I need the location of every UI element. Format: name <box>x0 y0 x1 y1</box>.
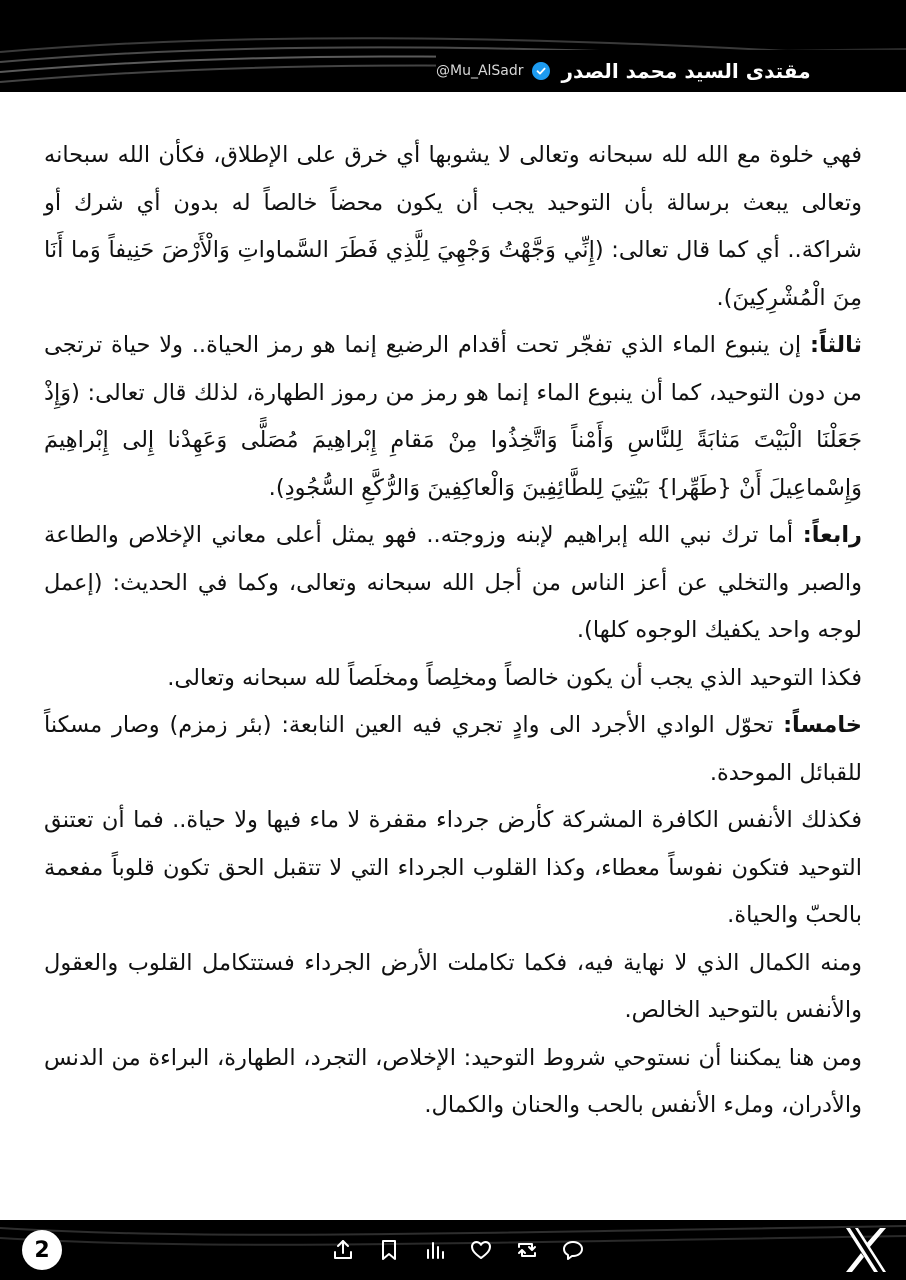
verified-badge-icon <box>532 62 550 80</box>
account-name: مقتدى السيد محمد الصدر <box>561 59 811 83</box>
paragraph-text: فكذا التوحيد الذي يجب أن يكون خالصاً ومخلِصاً ومخلَصاً لله سبحانه وتعالى. <box>167 664 862 691</box>
header <box>0 0 906 92</box>
share-icon[interactable] <box>330 1237 356 1263</box>
bookmark-icon[interactable] <box>376 1237 402 1263</box>
paragraph-text: ومن هنا يمكننا أن نستوحي شروط التوحيد: الإخلاص، التجرد، الطهارة، البراءة من الدنس والأدران، وملء الأنفس بالحب والحنان والكمال. <box>44 1044 862 1118</box>
paragraph-text: إن ينبوع الماء الذي تفجّر تحت أقدام الرضيع إنما هو رمز الحياة.. ولا حياة ترتجى من دون التوحيد، كما أن ينبوع الماء إنما هو رمز من رموز الطهارة، لذلك قال تعالى: (وَإِذْ جَعَلْنَا الْبَيْتَ مَثابَةً لِلنَّاسِ وَأَمْناً وَاتَّخِذُوا مِنْ مَقامِ إِبْراهِيمَ مُصَلًّى وَعَهِدْنا إِلى إِبْراهِيمَ وَإِسْماعِيلَ أَنْ {طَهِّرا} بَيْتِيَ لِلطَّائِفِينَ وَالْعاكِفِينَ وَالرُّكَّعِ السُّجُودِ). <box>44 332 862 501</box>
paragraph-lead: ثالثاً: <box>810 332 862 358</box>
paragraph <box>44 797 862 940</box>
paragraph <box>44 702 862 797</box>
paragraph-lead: خامساً: <box>783 712 862 738</box>
x-logo-icon[interactable] <box>840 1224 892 1276</box>
paragraph-text: ومنه الكمال الذي لا نهاية فيه، فكما تكاملت الأرض الجرداء فستتكامل القلوب والعقول والأنفس بالتوحيد الخالص. <box>44 949 862 1023</box>
post-body <box>44 132 862 1130</box>
paragraph <box>44 322 862 512</box>
paragraph <box>44 1035 862 1130</box>
paragraph-lead: رابعاً: <box>802 522 862 548</box>
account-banner[interactable] <box>436 50 906 92</box>
page-number: 2 <box>22 1230 62 1270</box>
account-handle[interactable]: @Mu_AlSadr <box>436 63 524 79</box>
retweet-icon[interactable] <box>514 1237 540 1263</box>
like-icon[interactable] <box>468 1237 494 1263</box>
paragraph-text: تحوّل الوادي الأجرد الى وادٍ تجري فيه العين النابعة: (بئر زمزم) وصار مسكناً للقبائل الموحدة. <box>44 712 862 786</box>
reply-icon[interactable] <box>560 1237 586 1263</box>
paragraph-text: فكذلك الأنفس الكافرة المشركة كأرض جرداء مقفرة لا ماء فيها ولا حياة.. فما أن تعتنق التوحيد فتكون نفوساً معطاء، وكذا القلوب الجرداء التي لا تتقبل الحق تكون قلوباً مفعمة بالحبّ والحياة. <box>44 807 862 928</box>
paragraph-text: أما ترك نبي الله إبراهيم لإبنه وزوجته.. فهو يمثل أعلى معاني الإخلاص والطاعة والصبر والتخلي عن أعز الناس من أجل الله سبحانه وتعالى، وكما في الحديث: (إعمل لوجه واحد يكفيك الوجوه كلها). <box>44 522 862 643</box>
paragraph-text: فهي خلوة مع الله لله سبحانه وتعالى لا يشوبها أي خرق على الإطلاق، فكأن الله سبحانه وتعالى يبعث برسالة بأن التوحيد يجب أن يكون محضاً خالصاً له بدون أي شرك أو شراكة.. أي كما قال تعالى: (إِنِّي وَجَّهْتُ وَجْهِيَ لِلَّذِي فَطَرَ السَّماواتِ وَالْأَرْضَ حَنِيفاً وَما أَنَا مِنَ الْمُشْرِكِينَ). <box>44 142 862 311</box>
footer <box>0 1220 906 1280</box>
paragraph <box>44 940 862 1035</box>
views-icon[interactable] <box>422 1237 448 1263</box>
post-actions <box>330 1236 586 1264</box>
paragraph <box>44 512 862 655</box>
paragraph <box>44 655 862 703</box>
paragraph <box>44 132 862 322</box>
